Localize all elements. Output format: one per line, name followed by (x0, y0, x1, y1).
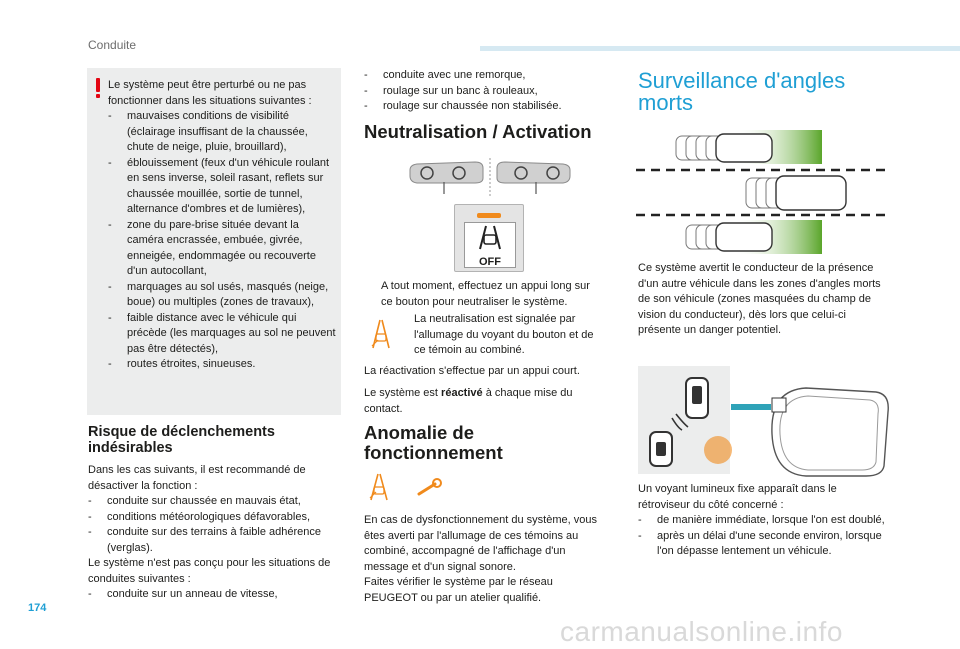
side-mirror-icon (766, 384, 892, 480)
list-item: - routes étroites, sinueuses. (108, 357, 336, 373)
list-item: - roulage sur un banc à rouleaux, (364, 84, 604, 100)
lane-warning-lamp-icon (370, 474, 387, 500)
dashboard-controls-illustration (405, 156, 575, 196)
list-item: - de manière immédiate, lorsque l'on est doublé, (638, 513, 890, 529)
risk-list-2 (88, 587, 340, 603)
mirror-lamp-text: Un voyant lumineux fixe apparaît dans le rétroviseur du côté concerné : - de manière immédiate, lorsque l'on est doublé, - après un délai d'une seconde environ, lorsque l'on dépasse lentement un véhicule. (638, 482, 890, 560)
list-item: - éblouissement (feux d'un véhicule roulant en sens inverse, soleil rasant, reflets sur chaussée mouillée, sortie de tunnel, alternance d'ombres et de lumières), (108, 156, 336, 218)
list-item: - conditions météorologiques défavorables, (88, 510, 340, 526)
list-item: - conduite sur un anneau de vitesse, (88, 587, 340, 603)
warning-intro: Le système peut être perturbé ou ne pas fonctionner dans les situations suivantes : (108, 79, 312, 107)
neutralisation-alert-text: La neutralisation est signalée par l'allumage du voyant du bouton et de ce témoin au combiné. (414, 313, 594, 356)
list-item: - faible distance avec le véhicule qui précède (les marquages au sol ne peuvent pas être détectés), (108, 311, 336, 358)
mirror-warning-illustration (642, 372, 746, 476)
list-item: - conduite sur des terrains à faible adhérence (verglas). (88, 525, 340, 556)
neutralisation-heading: Neutralisation / Activation (364, 121, 592, 142)
anomaly-warning-lamps (367, 472, 447, 502)
blind-spot-description: Ce système avertit le conducteur de la présence d'un autre véhicule dans les zones d'angles morts de son véhicule (zones masquées du champ de vision du conducteur), dès lors que celui-ci présente un danger potentiel. (638, 262, 881, 336)
list-item: - marquages au sol usés, masqués (neige, boue) ou multiples (zones de travaux), (108, 280, 336, 311)
risk-list (88, 494, 340, 556)
continued-list-block (364, 68, 604, 115)
list-item: - conduite avec une remorque, (364, 68, 604, 84)
header-bar (480, 46, 960, 51)
neutralisation-instruction: A tout moment, effectuez un appui long sur ce bouton pour neutraliser le système. (364, 279, 604, 310)
blind-spot-zones-illustration (636, 128, 890, 256)
lamp-list (638, 513, 890, 560)
risk-text (88, 463, 340, 603)
reactivated-text: Le système est réactivé à chaque mise du contact. (364, 387, 573, 415)
arrow-bullet-icon (364, 279, 381, 310)
list-item: - zone du pare-brise située devant la caméra encrassée, embuée, givrée, enneigée, endommagée ou recouverte d'un autocollant, (108, 218, 336, 280)
lane-keeping-icon (465, 223, 515, 251)
risk-note: Le système n'est pas conçu pour les situations de conduites suivantes : (88, 557, 331, 585)
anomaly-text: En cas de dysfonctionnement du système, vous êtes averti par l'allumage de ces témoins au combiné, accompagné de l'affichage d'un message et d'un signal sonore. Faites vérifier le système par le réseau PEUGEOT ou par un atelier qualifié. (364, 514, 597, 604)
list-item: - mauvaises conditions de visibilité (éclairage insuffisant de la chaussée, chute de neige, pluie, brouillard), (108, 109, 336, 156)
risk-intro: Dans les cas suivants, il est recommandé de désactiver la fonction : (88, 464, 306, 492)
page-number: 174 (28, 602, 47, 614)
anomaly-heading: Anomalie de fonctionnement (364, 422, 503, 463)
list-item: - conduite sur chaussée en mauvais état, (88, 494, 340, 510)
watermark: carmanualsonline.info (560, 616, 843, 647)
indicator-arrow (731, 404, 771, 410)
continued-list (364, 68, 604, 115)
warning-list (108, 109, 336, 373)
risk-heading: Risque de déclenchements indésirables (88, 424, 275, 456)
section-header: Conduite (88, 38, 137, 52)
warning-text (108, 78, 336, 373)
lane-assist-off-button[interactable] (454, 204, 524, 272)
wrench-icon (419, 479, 441, 494)
list-item: - après un délai d'une seconde environ, lorsque l'on dépasse lentement un véhicule. (638, 529, 890, 560)
lane-warning-lamp-icon (367, 318, 395, 350)
orange-indicator-icon (477, 213, 501, 218)
list-item: - roulage sur chaussée non stabilisée. (364, 99, 604, 115)
reactivation-text: La réactivation s'effectue par un appui court. (364, 365, 580, 377)
exclamation-icon (94, 78, 102, 102)
off-label: OFF (479, 256, 501, 268)
blind-spot-heading: Surveillance d'angles morts (638, 68, 846, 115)
